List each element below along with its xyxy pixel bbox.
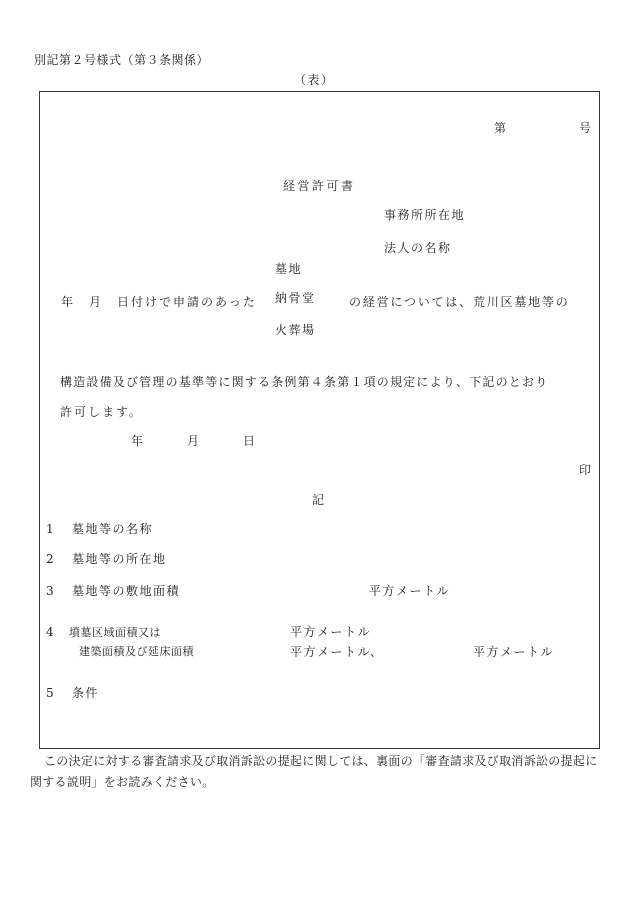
- office-location-label: 事務所所在地: [384, 208, 466, 222]
- item-1-label: 墓地等の名称: [72, 522, 154, 536]
- body-line-1: の経営については、荒川区墓地等の: [349, 295, 570, 309]
- item-3-unit: 平方メートル: [369, 584, 451, 598]
- item-4-unit-b2: 平方メートル: [473, 645, 555, 659]
- number-prefix: 第: [494, 121, 508, 135]
- body-line-2: 構造設備及び管理の基準等に関する条例第４条第１項の規定により、下記のとおり: [60, 375, 549, 389]
- issue-date-year: 年: [131, 434, 145, 448]
- appeal-notice: この決定に対する審査請求及び取消訴訟の提起に関しては、裏面の「審査請求及び取消訴訟の提起に関する説明」をお読みください。: [30, 754, 598, 789]
- item-2-label: 墓地等の所在地: [72, 552, 167, 566]
- item-4-unit-b1: 平方メートル、: [290, 645, 384, 659]
- application-date-text: 日付けで申請のあった: [117, 295, 257, 309]
- body-line-3: 許可します。: [60, 405, 144, 419]
- number-suffix: 号: [579, 121, 593, 135]
- facility-type-ossuary: 納骨堂: [275, 291, 316, 305]
- item-3-label: 墓地等の敷地面積: [72, 584, 181, 598]
- item-4-unit-a: 平方メートル: [290, 625, 372, 639]
- ki-heading: 記: [312, 493, 326, 507]
- document-title: 経営許可書: [283, 179, 356, 193]
- date-year-label: 年: [61, 295, 75, 309]
- issue-date-month: 月: [187, 434, 201, 448]
- issue-date-day: 日: [243, 434, 257, 448]
- facility-type-cemetery: 墓地: [275, 262, 303, 276]
- item-3-number: 3: [46, 584, 56, 598]
- form-side-label: （表）: [294, 73, 335, 87]
- item-5-number: 5: [46, 686, 56, 700]
- seal-mark: 印: [579, 463, 593, 477]
- item-4-label-b: 建築面積及び延床面積: [79, 645, 194, 658]
- corporation-name-label: 法人の名称: [384, 241, 452, 255]
- item-1-number: 1: [46, 522, 56, 536]
- facility-type-crematorium: 火葬場: [275, 323, 316, 337]
- item-4-number: 4: [46, 625, 56, 639]
- item-2-number: 2: [46, 552, 56, 566]
- item-5-label: 条件: [72, 686, 100, 700]
- item-4-label-a: 墳墓区域面積又は: [69, 626, 161, 639]
- form-reference: 別記第２号様式（第３条関係）: [34, 53, 210, 67]
- date-month-label: 月: [89, 295, 103, 309]
